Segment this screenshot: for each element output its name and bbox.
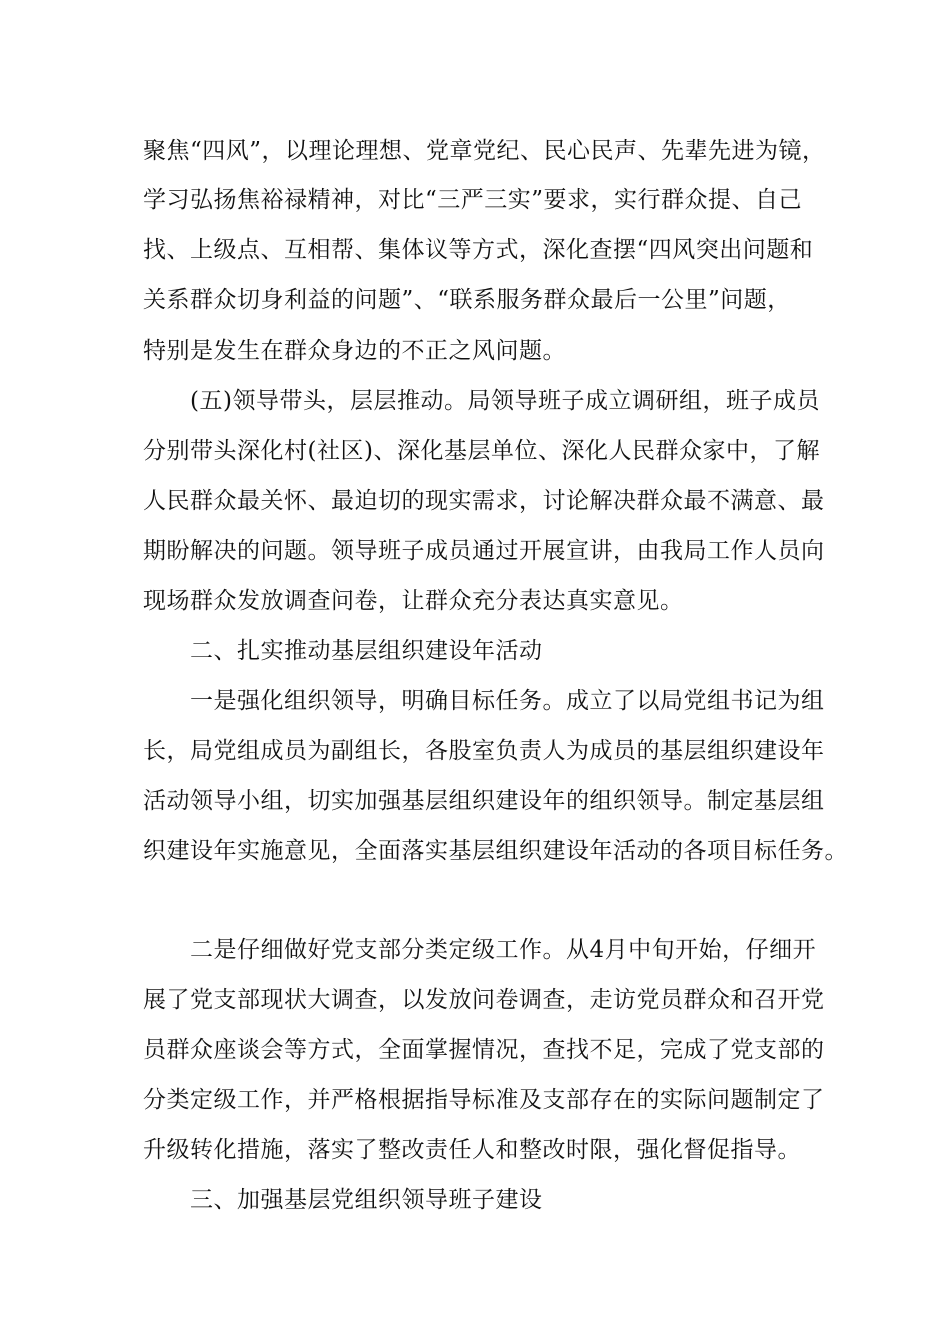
paragraph-line: 升级转化措施，落实了整改责任人和整改时限，强化督促指导。	[143, 1137, 801, 1163]
paragraph-line: 学习弘扬焦裕禄精神，对比“三严三实”要求，实行群众提、自己	[143, 187, 803, 213]
paragraph-line: 人民群众最关怀、最迫切的现实需求，讨论解决群众最不满意、最	[143, 488, 825, 514]
paragraph-line: 找、上级点、互相帮、集体议等方式，深化查摆“四风突出问题和	[143, 237, 814, 263]
paragraph-line: 分类定级工作，并严格根据指导标准及支部存在的实际问题制定了	[143, 1087, 825, 1113]
paragraph-line: 展了党支部现状大调查，以发放问卷调查，走访党员群众和召开党	[143, 987, 825, 1013]
paragraph-line: 二是仔细做好党支部分类定级工作。从4月中旬开始，仔细开	[190, 937, 817, 963]
section-heading: 三、加强基层党组织领导班子建设	[190, 1187, 543, 1213]
section-heading: 二、扎实推动基层组织建设年活动	[190, 638, 543, 664]
paragraph-line: 织建设年实施意见，全面落实基层组织建设年活动的各项目标任务。	[143, 838, 848, 864]
paragraph-line: 分别带头深化村(社区)、深化基层单位、深化人民群众家中，了解	[143, 438, 820, 464]
paragraph-line: 长，局党组成员为副组长，各股室负责人为成员的基层组织建设年	[143, 738, 825, 764]
paragraph-line: 一是强化组织领导，明确目标任务。成立了以局党组书记为组	[190, 688, 825, 714]
paragraph-line: 活动领导小组，切实加强基层组织建设年的组织领导。制定基层组	[143, 788, 825, 814]
paragraph-line: (五)领导带头，层层推动。局领导班子成立调研组，班子成员	[190, 388, 820, 414]
paragraph-line: 聚焦“四风”，以理论理想、党章党纪、民心民声、先辈先进为镜，	[143, 138, 826, 164]
paragraph-line: 特别是发生在群众身边的不正之风问题。	[143, 338, 566, 364]
paragraph-line: 期盼解决的问题。领导班子成员通过开展宣讲，由我局工作人员向	[143, 538, 825, 564]
paragraph-line: 关系群众切身利益的问题”、“联系服务群众最后一公里”问题，	[143, 287, 791, 313]
paragraph-line: 员群众座谈会等方式，全面掌握情况，查找不足，完成了党支部的	[143, 1037, 825, 1063]
paragraph-line: 现场群众发放调查问卷，让群众充分表达真实意见。	[143, 588, 684, 614]
